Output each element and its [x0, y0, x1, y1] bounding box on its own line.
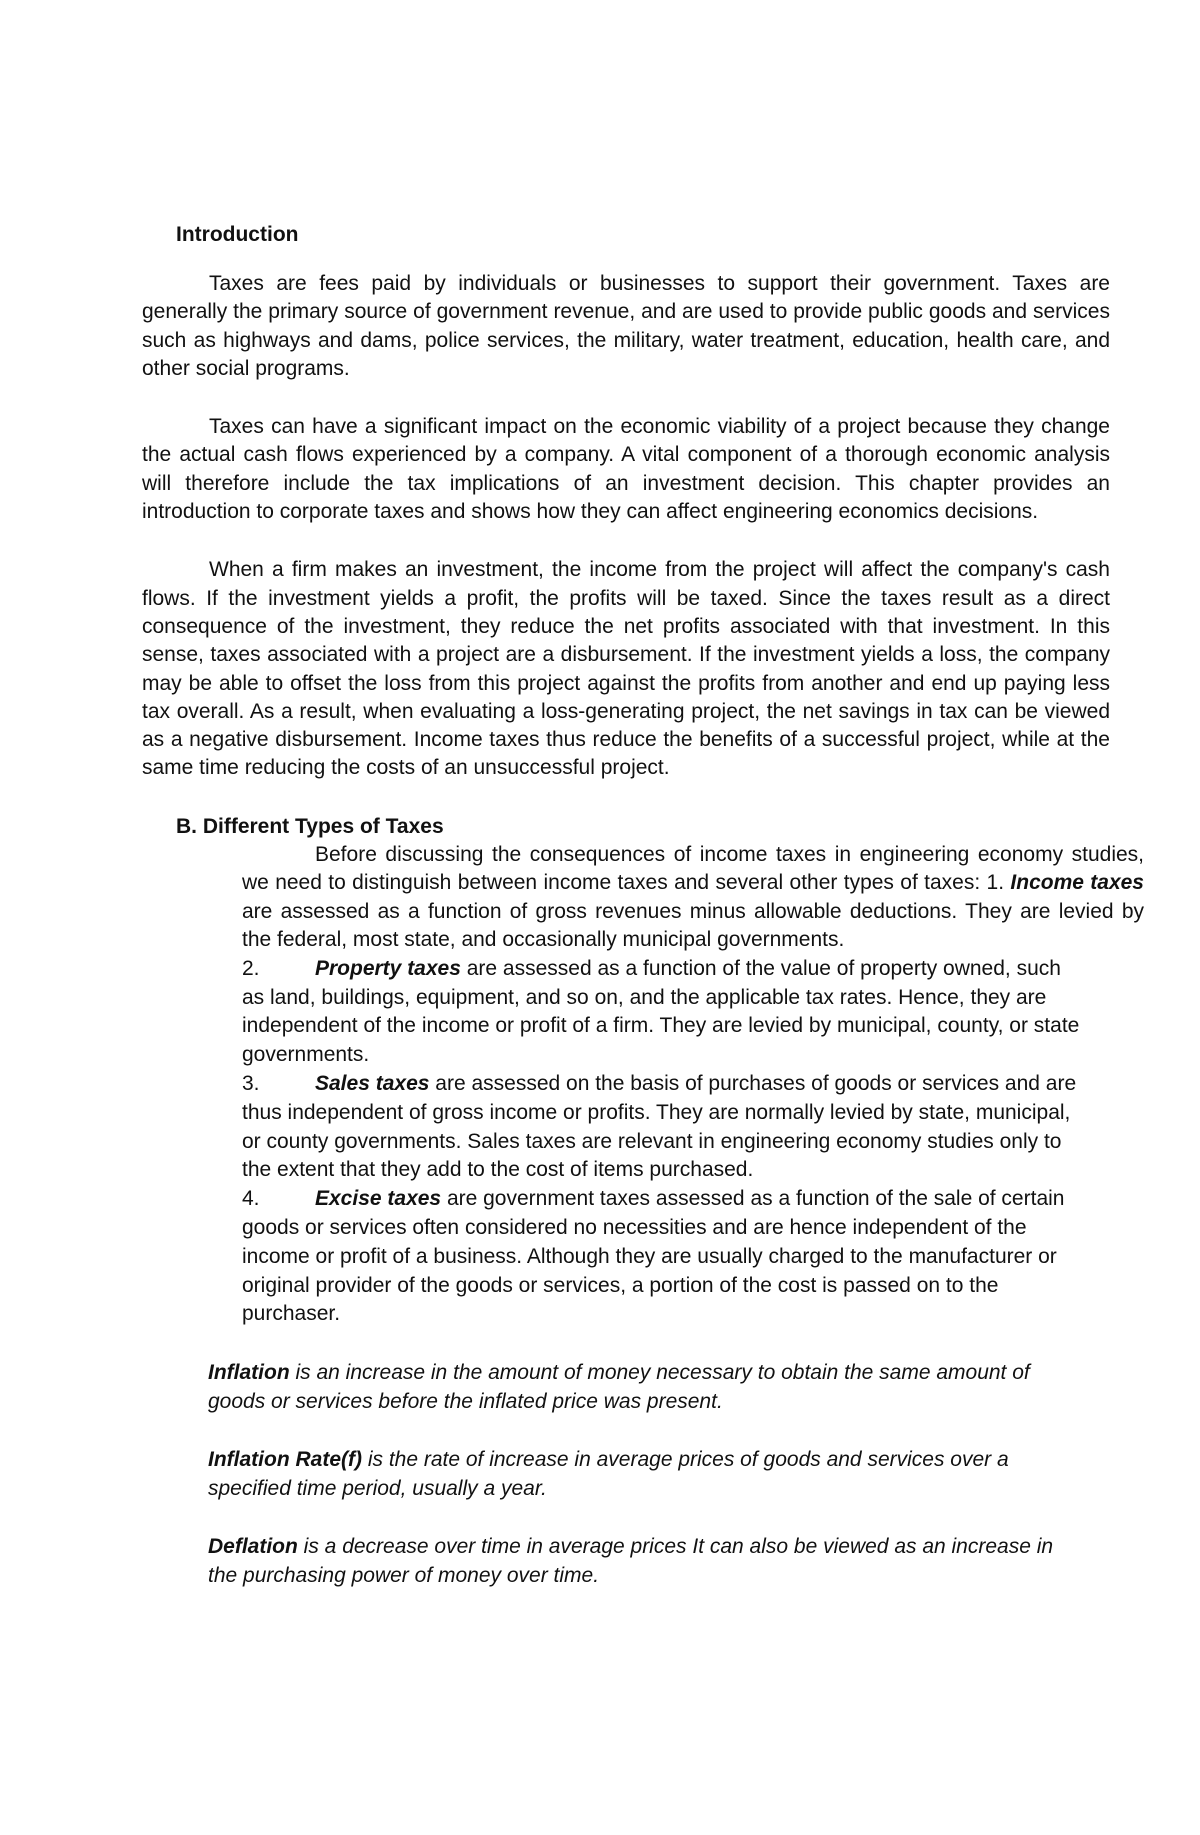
definition-term: Inflation Rate(f)	[208, 1448, 362, 1472]
excise-taxes-term: Excise taxes	[315, 1187, 442, 1211]
definition-inflation	[208, 1359, 1068, 1416]
tax-types-section	[176, 813, 1144, 1329]
definition-text: is an increase in the amount of money necessary to obtain the same amount of goods or services before the inflated price was present.	[208, 1361, 1030, 1413]
intro-paragraph-3: When a firm makes an investment, the income from the project will affect the company's cash flows. If the investment yields a profit, the profits will be taxed. Since the taxes result as a direct consequence of the investment, they reduce the net profits associated with that investment. In this sense, taxes associated with a project are a disbursement. If the investment yields a loss, the company may be able to offset the loss from this project against the profits from another and end up paying less tax overall. As a result, when evaluating a loss-generating project, the net savings in tax can be viewed as a negative disbursement. Income taxes thus reduce the benefits of a successful project, while at the same time reducing the costs of an unsuccessful project.	[142, 558, 1110, 780]
intro-paragraph-2: Taxes can have a significant impact on the economic viability of a project because they change the actual cash flows experienced by a company. A vital component of a thorough economic analysis will therefore include the tax implications of an investment decision. This chapter provides an introduction to corporate taxes and shows how they can affect engineering economics decisions.	[142, 415, 1110, 524]
definitions-block	[208, 1359, 1068, 1590]
income-taxes-text: are assessed as a function of gross revenues minus allowable deductions. They are levied by the federal, most state, and occasionally municipal governments.	[242, 899, 1144, 952]
list-item-excise-taxes	[242, 1185, 1082, 1329]
property-taxes-term: Property taxes	[315, 956, 461, 980]
list-item-sales-taxes	[242, 1070, 1082, 1185]
definition-text: is the rate of increase in average prices of goods and services over a specified time period, usually a year.	[208, 1448, 1009, 1500]
intro-paragraph-1: Taxes are fees paid by individuals or businesses to support their government. Taxes are generally the primary source of government revenue, and are used to provide public goods and services such as highways and dams, police services, the military, water treatment, education, health care, and other social programs.	[142, 272, 1110, 380]
definition-term: Deflation	[208, 1535, 298, 1559]
definition-term: Inflation	[208, 1361, 290, 1385]
definition-inflation-rate	[208, 1446, 1068, 1503]
property-taxes-text: are assessed as a function of the value of property owned, such as land, buildings, equipment, and so on, and the applicable tax rates. Hence, they are independent of the income or profit of a firm. They are levied by municipal, county, or state governments.	[242, 956, 1080, 1067]
tax-types-block	[242, 841, 1144, 1329]
list-item-property-taxes	[242, 955, 1082, 1070]
intro-heading: Introduction	[176, 223, 299, 246]
list-number: 4.	[242, 1187, 260, 1211]
definition-text: is a decrease over time in average prices It can also be viewed as an increase in the purchasing power of money over time.	[208, 1535, 1054, 1587]
list-number: 3.	[242, 1071, 260, 1095]
section-title: B. Different Types of Taxes	[176, 814, 444, 838]
tax-types-intro-text: Before discussing the consequences of income taxes in engineering economy studies, we need to distinguish between income taxes and several other types of taxes: 1.	[242, 842, 1144, 895]
list-number: 2.	[242, 956, 260, 980]
tax-types-intro	[242, 841, 1144, 955]
sales-taxes-text: are assessed on the basis of purchases of goods or services and are thus independent of gross income or profits. They are normally levied by state, municipal, or county governments. Sales taxes are relevant in engineering economy studies only to the extent that they add to the cost of items purchased.	[242, 1071, 1077, 1182]
excise-taxes-text: are government taxes assessed as a function of the sale of certain goods or services often considered no necessities and are hence independent of the income or profit of a business. Although they are usually charged to the manufacturer or original provider of the goods or services, a portion of the cost is passed on to the purchaser.	[242, 1187, 1065, 1326]
income-taxes-term: Income taxes	[1010, 871, 1144, 895]
sales-taxes-term: Sales taxes	[315, 1071, 430, 1095]
document-page	[142, 222, 1144, 1620]
definition-deflation	[208, 1533, 1068, 1590]
